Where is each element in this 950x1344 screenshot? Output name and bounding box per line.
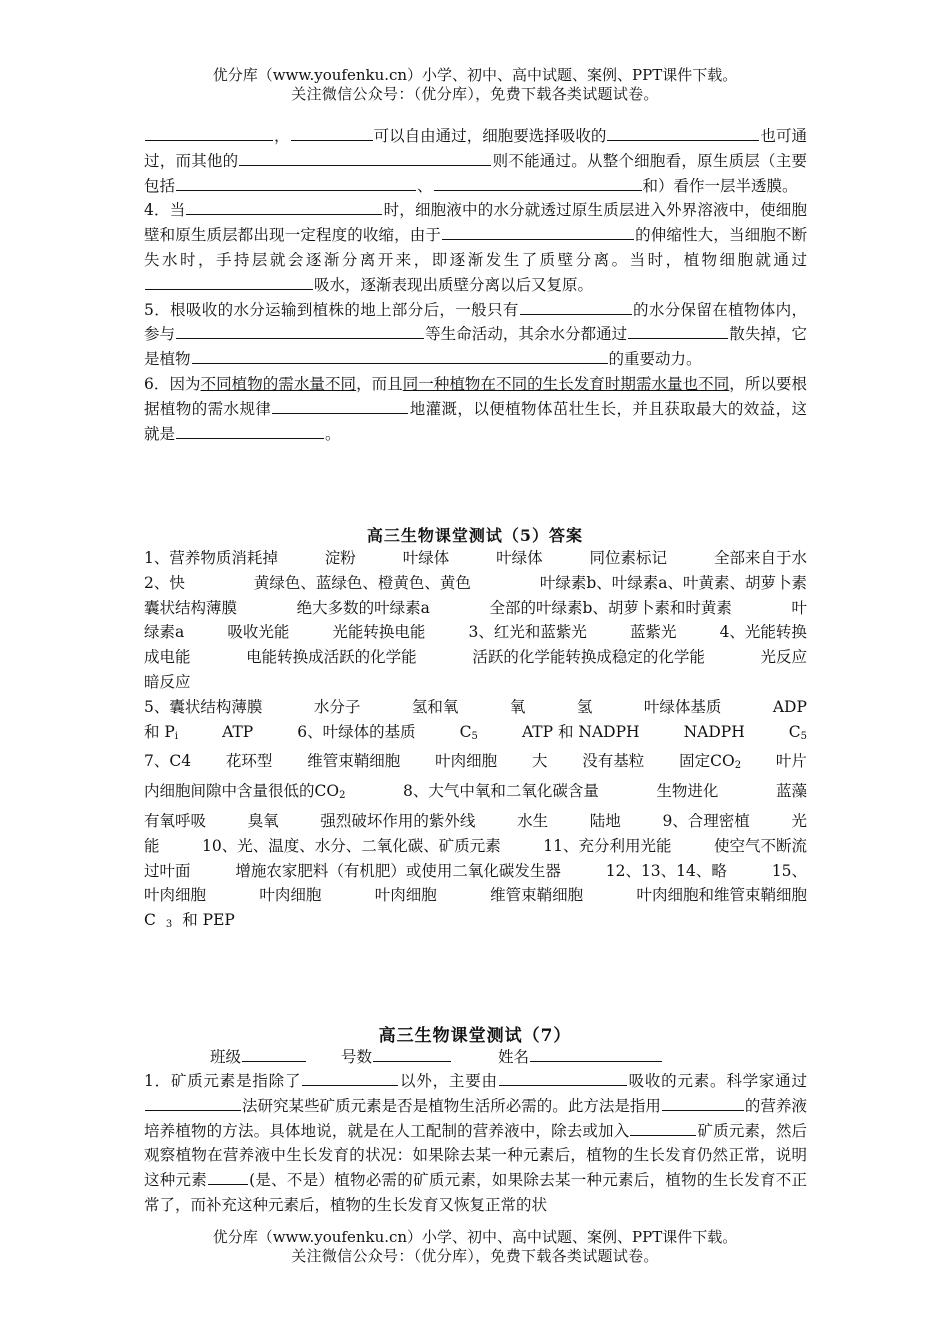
footer-line-1: 优分库（www.youfenku.cn）小学、初中、高中试题、案例、PPT课件下载。 [212, 1228, 738, 1246]
page-header [0, 66, 950, 104]
answer-blank[interactable] [176, 322, 424, 339]
answer-blank[interactable] [192, 347, 608, 364]
question-4: 4．当 时，细胞液中的水分就透过原生质层进入外界溶液中，使细胞壁和原生质层都出现一定程度的收缩，由于 的伸缩性大，当细胞不断失水时，手持层就会逐渐分离开来，即逐渐发生了质壁分离。当时，植物细胞就通过吸水，逐渐表现出质壁分离以后又复原。 [144, 198, 807, 297]
answer-row: 囊状结构薄膜 绝大多数的叶绿素a 全部的叶绿素b、胡萝卜素和时黄素 叶 [144, 598, 807, 617]
answer-blank[interactable] [239, 149, 491, 166]
answer-row: 1、营养物质消耗掉 淀粉 叶绿体 叶绿体 同位素标记 全部来自于水 [144, 549, 807, 567]
question-5: 5．根吸收的水分运输到植株的地上部分后，一般只有 的水分保留在植物体内，参与 等生命活动，其余水分都通过 散失掉，它是植物 的重要动力。 [144, 298, 807, 372]
answer-blank[interactable] [176, 422, 324, 439]
test7-question-1: 1．矿质元素是指除了 以外，主要由 吸收的元素。科学家通过法研究某些矿质元素是否是植物生活所必需的。此方法是指用 的营养液培养植物的方法。具体地说，就是在人工配制的营养液中，除去或加入 矿质元素，然后观察植物在营养液中生长发育的状况：如果除去某一种元素后，植物的生长发育仍然正常，说明这种元素 (是、不是）植物必需的矿质元素，如果除去某一种元素后，植物的生长发育不正常了，而补充这种元素后，植物的生长发育又恢复正常的状 [144, 1069, 807, 1218]
question-6: 6．因为不同植物的需水量不同，而且同一种植物在不同的生长发育时期需水量也不同，所以要根据植物的需水规律 地灌溉，以便植物体茁壮生长，并且获取最大的效益，这就是 。 [144, 374, 807, 443]
answer-blank[interactable] [145, 124, 273, 141]
answer-blank[interactable] [630, 1119, 696, 1136]
answer-row: 暗反应 [144, 672, 191, 691]
answer-row: 和 $P_i$ ATP 6、叶绿体的基质 $C_5$ ATP 和 NADPH NADPH $C_5$ [144, 722, 807, 742]
name-field[interactable] [530, 1045, 662, 1062]
answer-row: 5、囊状结构薄膜 水分子 氢和氧 氧 氢 叶绿体基质 ADP [144, 697, 807, 716]
answer-blank[interactable] [145, 273, 313, 290]
footer-line-2: 关注微信公众号：（优分库），免费下载各类试题试卷。 [291, 1247, 659, 1265]
answer-blank[interactable] [520, 298, 632, 315]
test7-title: 高三生物课堂测试（7） [378, 1026, 572, 1046]
answer-row: 绿素a 吸收光能 光能转换电能 3、红光和蓝紫光 蓝紫光 4、光能转换 [144, 623, 807, 642]
answer-blank[interactable] [291, 124, 373, 141]
answer-row: 成电能 电能转换成活跃的化学能 活跃的化学能转换成稳定的化学能 光反应 [144, 648, 807, 667]
answer-key [144, 546, 807, 938]
answer-blank[interactable] [176, 174, 416, 191]
header-line-2: 关注微信公众号：（优分库），免费下载各类试题试卷。 [291, 85, 659, 103]
answer-blank[interactable] [499, 1069, 627, 1086]
answer-blank[interactable] [607, 124, 759, 141]
answer-blank[interactable] [186, 198, 382, 215]
answer-blank[interactable] [434, 174, 642, 191]
answer-row: 2、快 黄绿色、蓝绿色、橙黄色、黄色 叶绿素b、叶绿素a、叶黄素、胡萝卜素 [144, 573, 807, 592]
continued-questions [144, 124, 807, 446]
answer-row: 能 10、光、温度、水分、二氧化碳、矿质元素 11、充分利用光能 使空气不断流 [144, 836, 807, 855]
answer-row: 7、C4 花环型 维管束鞘细胞 叶肉细胞 大 没有基粒 固定$CO_2$ 叶片 [144, 752, 807, 772]
answer-blank[interactable] [145, 1094, 241, 1111]
answer-blank[interactable] [442, 223, 634, 240]
header-line-1: 优分库（www.youfenku.cn）小学、初中、高中试题、案例、PPT课件下载。 [212, 66, 738, 84]
answer-blank[interactable] [302, 1069, 398, 1086]
question-3-continued: ， 可以自由通过，细胞要选择吸收的 也可通过，而其他的 则不能通过。从整个细胞看，原生质层（主要包括 、 和）看作一层半透膜。 [144, 124, 807, 198]
answer-blank[interactable] [628, 322, 728, 339]
answer-row: 过叶面 增施农家肥料（有机肥）或使用二氧化碳发生器 12、13、14、略 15、 [144, 861, 807, 880]
student-info: 班级 号数 姓名 [210, 1045, 663, 1068]
answer-blank[interactable] [208, 1168, 248, 1185]
answer-blank[interactable] [662, 1094, 744, 1111]
answer-row: 叶肉细胞 叶肉细胞 叶肉细胞 维管束鞘细胞 叶肉细胞和维管束鞘细胞 [144, 886, 807, 905]
answer-blank[interactable] [272, 397, 408, 414]
answer-row: 有氧呼吸 臭氧 强烈破坏作用的紫外线 水生 陆地 9、合理密植 光 [144, 811, 807, 830]
number-field[interactable] [373, 1045, 451, 1062]
page-footer [0, 1228, 950, 1266]
class-field[interactable] [242, 1045, 306, 1062]
answers-title: 高三生物课堂测试（5）答案 [366, 526, 584, 545]
answer-row: C $_3$ 和 PEP [144, 911, 235, 931]
answer-row: 内细胞间隙中含量很低的$CO_2$ 8、大气中氧和二氧化碳含量 生物进化 蓝藻 [144, 782, 807, 802]
